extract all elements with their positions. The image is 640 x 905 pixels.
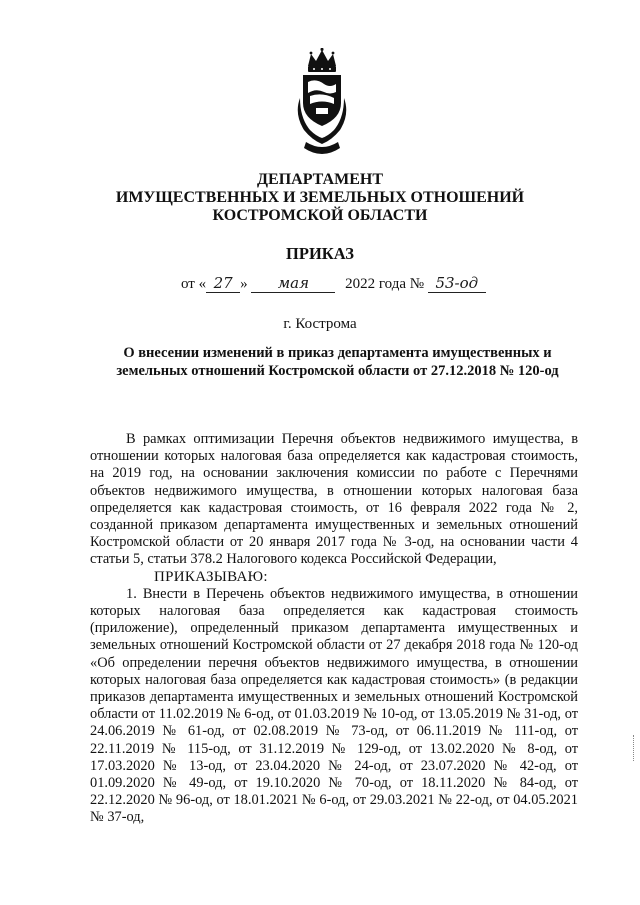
- date-year-text: 2022 года №: [345, 276, 425, 292]
- order-title: [90, 344, 585, 380]
- department-header-line-2: ИМУЩЕСТВЕННЫХ И ЗЕМЕЛЬНЫХ ОТНОШЕНИЙ: [115, 189, 525, 206]
- order-number-handwritten: 53-од: [428, 274, 486, 293]
- order-word: ПРИКАЗЫВАЮ:: [154, 568, 268, 585]
- order-title-line-2: земельных отношений Костромской области от 27.12.2018 № 120-од: [116, 363, 559, 379]
- scan-edge-mark: [633, 735, 637, 761]
- order-item-1-paragraph: 1. Внести в Перечень объектов недвижимого имущества, в отношении которых налоговая база определяется как кадастровая стоимость (приложение), определенный приказом департамента имущественных и земельных отношений Костромской области от 27 декабря 2018 года № 120-од «Об определении перечня объектов недвижимого имущества, в отношении которых налоговая база определяется как кадастровая стоимость» (в редакции приказов департамента имущественных и земельных отношений Костромской области от 11.02.2019 № 6-од, от 01.03.2019 № 10-од, от 13.05.2019 № 31-од, от 24.06.2019 № 61-од, от 02.08.2019 № 73-од, от 06.11.2019 № 111-од, от 22.11.2019 № 115-од, от 31.12.2019 № 129-од, от 13.02.2020 № 8-од, от 17.03.2020 № 13-од, от 23.04.2020 № 24-од, от 23.07.2020 № 42-од, от 01.09.2020 № 49-од, от 19.10.2020 № 70-од, от 18.11.2020 № 84-од, от 22.12.2020 № 96-од, от 18.01.2021 № 6-од, от 29.03.2021 № 22-од, от 04.05.2021 № 37-од,: [90, 585, 578, 826]
- city-line: г. Кострома: [283, 316, 357, 332]
- date-close-quote: »: [240, 276, 248, 292]
- date-month-handwritten: мая: [251, 274, 335, 293]
- department-header-line-1: ДЕПАРТАМЕНТ: [257, 171, 383, 188]
- document-type-heading: ПРИКАЗ: [286, 244, 354, 263]
- order-body: [90, 431, 578, 827]
- department-header-line-3: КОСТРОМСКОЙ ОБЛАСТИ: [212, 207, 428, 224]
- order-date-line: [181, 274, 486, 293]
- date-prefix: от «: [181, 276, 207, 292]
- preamble-paragraph: В рамках оптимизации Перечня объектов недвижимого имущества, в отношении которых налоговая база определяется как кадастровая стоимость, на 2019 год, на основании заключения комиссии по работе с Перечнями объектов недвижимого имущества, в отношении которых налоговая база определяется как кадастровая стоимость, от 16 февраля 2022 года № 2, созданной приказом департамента имущественных и земельных отношений Костромской области от 20 января 2017 года № 3-од, на основании части 4 статьи 5, статьи 378.2 Налогового кодекса Российской Федерации,: [90, 431, 578, 568]
- order-title-line-1: О внесении изменений в приказ департамента имущественных и: [123, 345, 552, 361]
- date-day-handwritten: 27: [206, 274, 240, 293]
- coat-of-arms-emblem: [294, 48, 350, 166]
